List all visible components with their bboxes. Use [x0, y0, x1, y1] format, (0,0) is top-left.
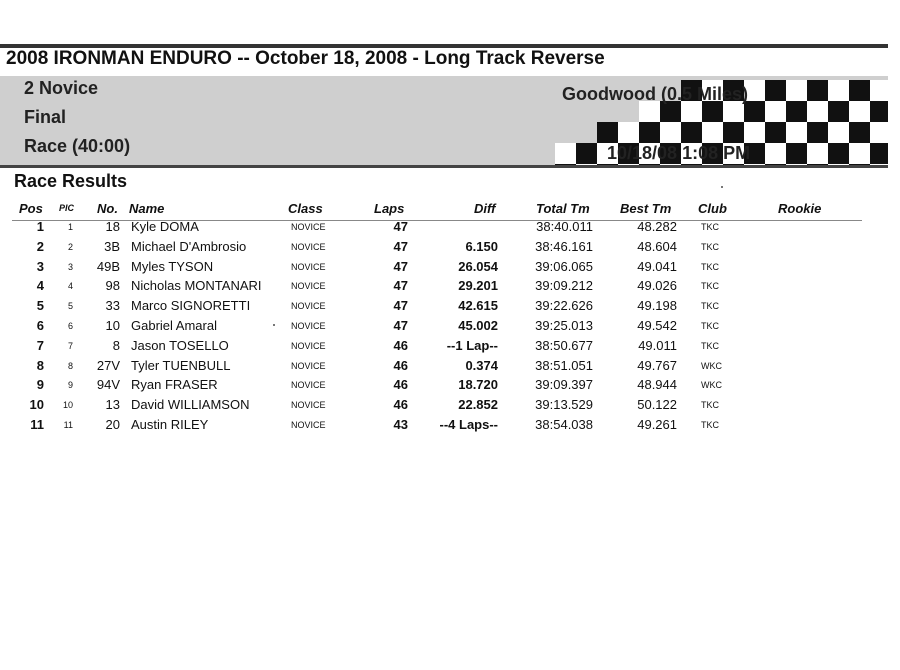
flag-square	[828, 80, 849, 101]
flag-square	[849, 101, 870, 122]
cell-best: 49.041	[637, 258, 677, 274]
cell-class: NOVICE	[291, 281, 326, 292]
cell-class: NOVICE	[291, 261, 326, 272]
cell-name: Austin RILEY	[131, 417, 209, 432]
cell-name: Kyle DOMA	[131, 219, 199, 234]
cell-diff: 22.852	[458, 397, 498, 413]
flag-square	[786, 101, 807, 122]
cell-no: 10	[105, 318, 120, 333]
cell-pos: 6	[36, 318, 44, 333]
cell-pos: 3	[36, 258, 44, 274]
table-row	[0, 377, 900, 397]
flag-square	[849, 80, 870, 101]
cell-laps: 46	[393, 397, 408, 413]
cell-club: WKC	[701, 360, 722, 371]
cell-class: NOVICE	[291, 360, 326, 371]
cell-total: 38:51.051	[535, 357, 593, 373]
cell-class: NOVICE	[291, 340, 326, 351]
cell-class: NOVICE	[291, 241, 326, 252]
flag-square	[849, 122, 870, 143]
cell-laps: 47	[393, 298, 408, 314]
event-title: 2008 IRONMAN ENDURO -- October 18, 2008 - Long Track Reverse	[6, 48, 605, 69]
cell-no: 13	[105, 397, 120, 413]
flag-square	[639, 122, 660, 143]
cell-total: 38:54.038	[535, 417, 593, 432]
cell-no: 18	[105, 219, 120, 234]
class-name: 2 Novice	[24, 78, 99, 98]
cell-pos: 5	[36, 298, 44, 314]
cell-total: 39:06.065	[535, 258, 593, 274]
cell-pic: 3	[67, 261, 73, 272]
cell-diff: 18.720	[458, 377, 498, 393]
cell-best: 49.026	[637, 278, 677, 294]
flag-square	[765, 143, 786, 164]
col-best: Best Tm	[620, 201, 672, 216]
cell-pic: 1	[67, 222, 73, 232]
cell-best: 48.944	[637, 377, 677, 393]
flag-square	[828, 143, 849, 164]
flag-square	[786, 143, 807, 164]
cell-diff: 29.201	[458, 278, 498, 294]
flag-square	[870, 122, 888, 143]
col-diff: Diff	[474, 201, 496, 216]
cell-best: 48.604	[637, 238, 677, 254]
cell-club: TKC	[701, 261, 719, 272]
flag-square	[555, 143, 576, 164]
header-band	[0, 76, 888, 166]
col-name: Name	[129, 201, 165, 216]
flag-square	[786, 80, 807, 101]
scan-speck	[721, 186, 723, 188]
flag-square	[576, 143, 597, 164]
cell-name: Ryan FRASER	[131, 377, 218, 393]
cell-no: 3B	[104, 238, 120, 254]
cell-pos: 4	[36, 278, 44, 294]
cell-name: Myles TYSON	[131, 258, 214, 274]
cell-name: Nicholas MONTANARI	[131, 278, 262, 294]
table-row	[0, 318, 900, 338]
header-bottom-rule	[0, 165, 888, 168]
flag-square	[765, 101, 786, 122]
cell-best: 49.767	[637, 357, 677, 373]
flag-square	[681, 122, 702, 143]
flag-square	[786, 122, 807, 143]
cell-pos: 2	[36, 238, 44, 254]
cell-class: NOVICE	[291, 301, 326, 312]
flag-square	[723, 122, 744, 143]
table-row	[0, 259, 900, 279]
cell-diff: 26.054	[458, 258, 498, 274]
flag-square	[597, 122, 618, 143]
cell-class: NOVICE	[291, 222, 326, 232]
cell-total: 38:40.011	[536, 219, 593, 234]
table-row	[0, 239, 900, 259]
cell-club: WKC	[701, 380, 722, 391]
flag-square	[828, 122, 849, 143]
cell-name: Marco SIGNORETTI	[131, 298, 251, 314]
flag-square	[807, 122, 828, 143]
cell-laps: 47	[393, 258, 408, 274]
cell-laps: 47	[393, 318, 408, 333]
cell-class: NOVICE	[291, 420, 326, 430]
flag-square	[807, 101, 828, 122]
cell-name: Gabriel Amaral	[131, 318, 217, 333]
cell-total: 39:22.626	[535, 298, 593, 314]
table-row	[0, 298, 900, 318]
cell-no: 49B	[96, 258, 120, 274]
cell-diff: 6.150	[465, 238, 498, 254]
cell-club: TKC	[701, 400, 719, 411]
cell-no: 94V	[96, 377, 120, 393]
cell-pic: 8	[67, 360, 73, 371]
col-no: No.	[97, 201, 118, 216]
cell-class: NOVICE	[291, 321, 326, 331]
cell-diff: --4 Laps--	[439, 417, 498, 432]
cell-diff: 45.002	[458, 318, 498, 333]
cell-laps: 43	[393, 417, 408, 432]
flag-square	[870, 101, 888, 122]
col-pos: Pos	[19, 201, 43, 216]
flag-square	[660, 122, 681, 143]
cell-best: 49.011	[638, 337, 677, 353]
cell-no: 20	[105, 417, 120, 432]
table-row	[0, 417, 900, 437]
cell-laps: 47	[393, 238, 408, 254]
flag-square	[870, 80, 888, 101]
cell-name: David WILLIAMSON	[131, 397, 250, 413]
cell-pos: 9	[36, 377, 44, 393]
cell-club: TKC	[701, 281, 719, 292]
race-length: Race (40:00)	[24, 136, 131, 156]
table-row	[0, 278, 900, 298]
cell-club: TKC	[701, 222, 719, 232]
col-pic: PIC	[59, 203, 75, 213]
cell-pic: 6	[67, 321, 73, 331]
flag-square	[765, 80, 786, 101]
flag-square	[849, 143, 870, 164]
cell-pic: 2	[67, 241, 73, 252]
table-row	[0, 358, 900, 378]
cell-diff: --1 Lap--	[446, 337, 498, 353]
cell-best: 49.542	[637, 318, 677, 333]
col-club: Club	[698, 201, 727, 216]
cell-name: Tyler TUENBULL	[131, 357, 231, 373]
race-datetime: 10/18/08 1:08 PM	[607, 143, 751, 163]
cell-pic: 5	[67, 301, 73, 312]
cell-laps: 47	[393, 219, 408, 234]
cell-no: 98	[105, 278, 120, 294]
cell-total: 39:25.013	[535, 318, 593, 333]
cell-laps: 46	[393, 357, 408, 373]
cell-club: TKC	[701, 340, 719, 351]
cell-total: 39:09.212	[535, 278, 593, 294]
col-laps: Laps	[374, 201, 405, 216]
cell-class: NOVICE	[291, 380, 326, 391]
cell-club: TKC	[701, 241, 719, 252]
cell-best: 49.261	[637, 417, 677, 432]
cell-name: Jason TOSELLO	[131, 337, 229, 353]
flag-square	[828, 101, 849, 122]
flag-square	[744, 122, 765, 143]
cell-club: TKC	[701, 321, 719, 331]
table-row	[0, 397, 900, 417]
flag-square	[765, 122, 786, 143]
cell-no: 33	[105, 298, 120, 314]
table-row	[0, 219, 900, 239]
col-class: Class	[288, 201, 323, 216]
cell-pic: 9	[67, 380, 73, 391]
cell-pos: 11	[30, 417, 44, 432]
cell-laps: 46	[393, 337, 408, 353]
cell-pos: 1	[36, 219, 44, 234]
col-rookie: Rookie	[778, 201, 822, 216]
cell-name: Michael D'Ambrosio	[131, 238, 247, 254]
cell-class: NOVICE	[291, 400, 326, 411]
cell-best: 48.282	[637, 219, 677, 234]
scan-speck	[273, 324, 275, 326]
cell-pic: 11	[63, 420, 73, 430]
cell-total: 38:46.161	[535, 238, 593, 254]
cell-total: 38:50.677	[535, 337, 593, 353]
flag-square	[807, 80, 828, 101]
track-name: Goodwood (0.5 Miles)	[562, 84, 749, 104]
cell-club: TKC	[701, 301, 719, 312]
cell-pos: 8	[36, 357, 44, 373]
session-name: Final	[24, 107, 67, 127]
cell-pic: 4	[67, 281, 73, 292]
cell-total: 39:13.529	[535, 397, 593, 413]
cell-no: 27V	[96, 357, 120, 373]
col-total: Total Tm	[536, 201, 590, 216]
flag-square	[870, 143, 888, 164]
cell-best: 49.198	[637, 298, 677, 314]
cell-best: 50.122	[637, 397, 677, 413]
cell-pic: 10	[62, 400, 73, 411]
cell-club: TKC	[701, 420, 719, 430]
cell-no: 8	[112, 337, 120, 353]
cell-total: 39:09.397	[535, 377, 593, 393]
section-title: Race Results	[14, 171, 128, 191]
cell-diff: 42.615	[458, 298, 498, 314]
cell-laps: 46	[393, 377, 408, 393]
cell-pos: 10	[29, 397, 44, 413]
cell-laps: 47	[393, 278, 408, 294]
table-row	[0, 338, 900, 358]
cell-diff: 0.374	[465, 357, 498, 373]
flag-square	[618, 122, 639, 143]
flag-square	[702, 122, 723, 143]
cell-pic: 7	[67, 340, 73, 351]
cell-pos: 7	[36, 337, 44, 353]
flag-square	[807, 143, 828, 164]
